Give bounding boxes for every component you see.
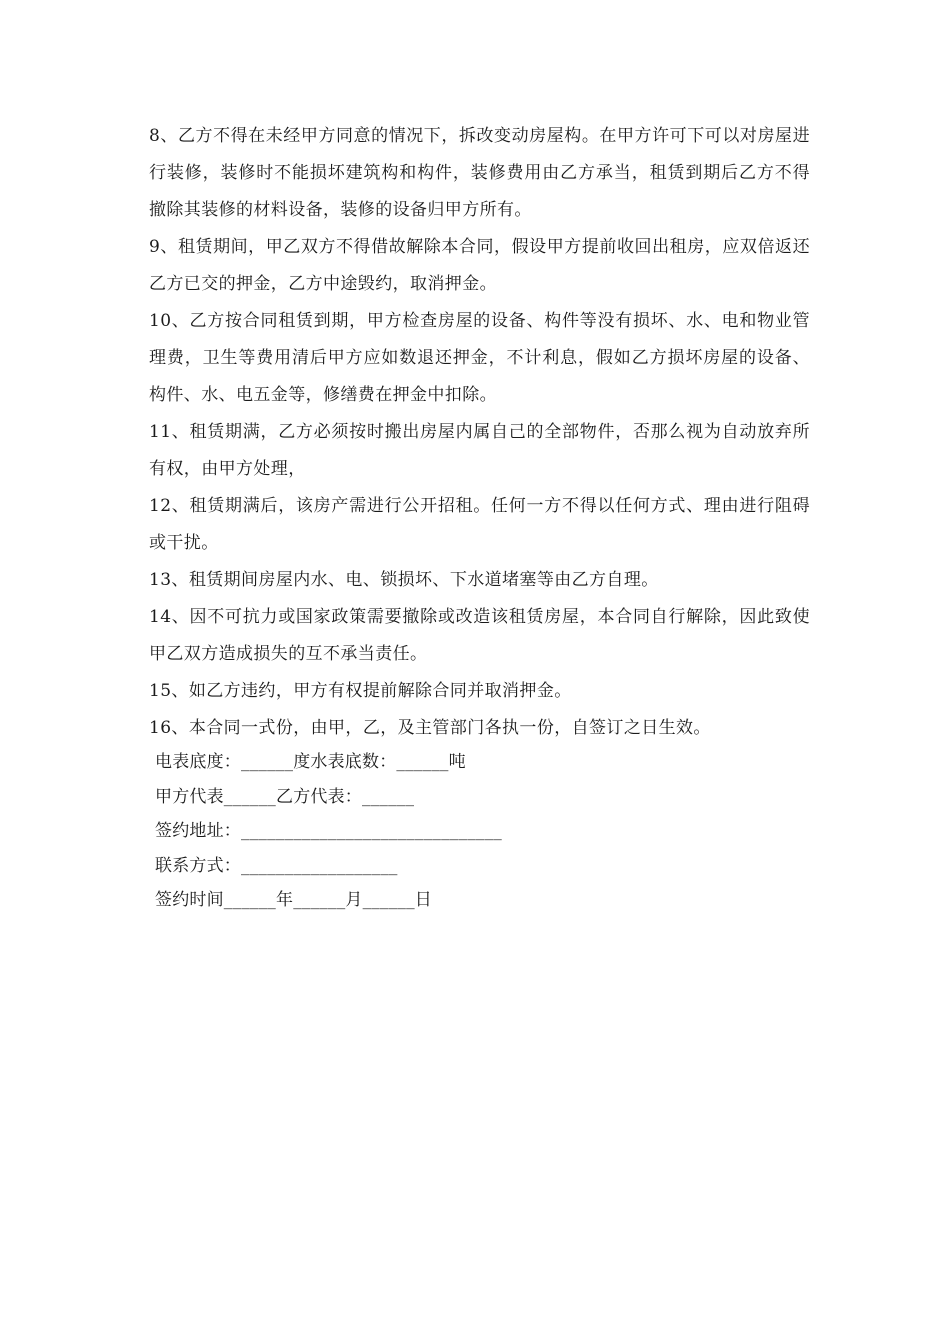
- clause-14: 14、因不可抗力或国家政策需要撤除或改造该租赁房屋，本合同自行解除，因此致使甲乙双方造成损失的互不承当责任。: [149, 607, 810, 664]
- clause-9: 9、租赁期间，甲乙双方不得借故解除本合同，假设甲方提前收回出租房，应双倍返还乙方已交的押金，乙方中途毁约，取消押金。: [149, 237, 810, 294]
- clause-10: 10、乙方按合同租赁到期，甲方检查房屋的设备、构件等没有损坏、水、电和物业管理费，卫生等费用清后甲方应如数退还押金，不计利息，假如乙方损坏房屋的设备、构件、水、电五金等，修缮费在押金中扣除。: [149, 311, 810, 405]
- contract-body: [146, 118, 810, 918]
- clause-16: 16、本合同一式份，由甲，乙，及主管部门各执一份，自签订之日生效。: [149, 718, 711, 738]
- contact-field: 联系方式：__________________: [155, 855, 398, 876]
- clause-13: 13、租赁期间房屋内水、电、锁损坏、下水道堵塞等由乙方自理。: [149, 570, 659, 590]
- clause-11: 11、租赁期满，乙方必须按时搬出房屋内属自己的全部物件，否那么视为自动放弃所有权，由甲方处理，: [149, 422, 810, 479]
- meter-readings-field: 电表底度：______度水表底数：______吨: [155, 752, 466, 772]
- signing-date-field: 签约时间______年______月______日: [155, 890, 432, 910]
- clause-8: 8、乙方不得在未经甲方同意的情况下，拆改变动房屋构。在甲方许可下可以对房屋进行装修，装修时不能损坏建筑构和构件，装修费用由乙方承当，租赁到期后乙方不得撤除其装修的材料设备，装修的设备归甲方所有。: [149, 126, 810, 220]
- clause-12: 12、租赁期满后，该房产需进行公开招租。任何一方不得以任何方式、理由进行阻碍或干扰。: [149, 496, 810, 553]
- signature-fields: [146, 745, 810, 918]
- clause-15: 15、如乙方违约，甲方有权提前解除合同并取消押金。: [149, 681, 572, 701]
- representatives-field: 甲方代表______乙方代表：______: [155, 786, 415, 807]
- signing-address-field: 签约地址：______________________________: [155, 821, 502, 841]
